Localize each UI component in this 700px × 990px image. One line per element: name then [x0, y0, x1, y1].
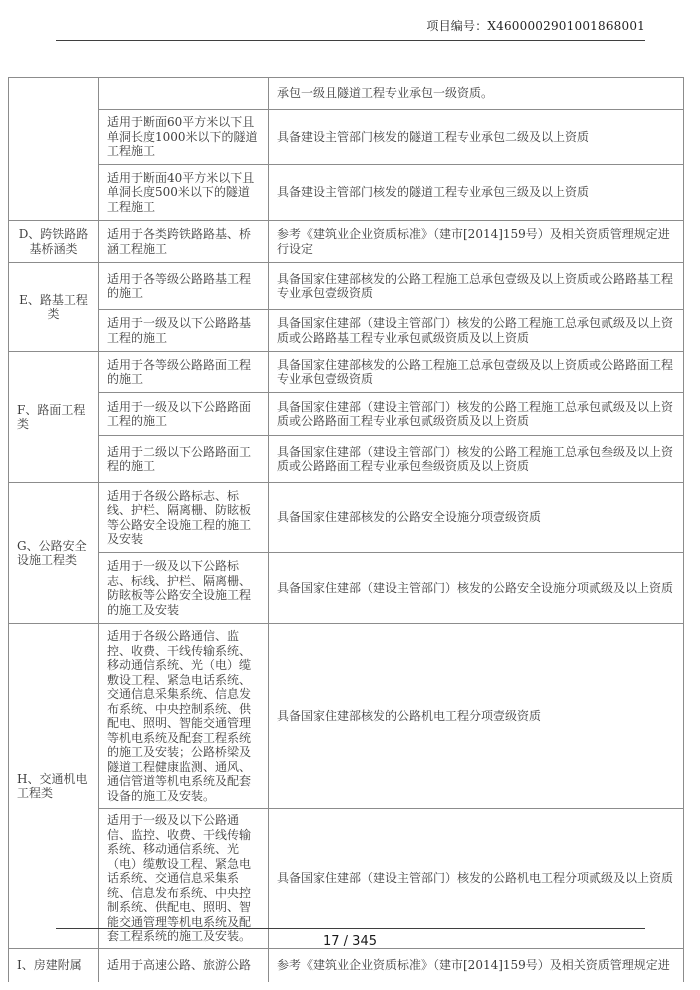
requirement-cell: 具备国家住建部（建设主管部门）核发的公路工程施工总承包贰级及以上资质或公路路面工程专业承包贰级资质及以上资质 — [269, 393, 684, 436]
table-row — [9, 624, 684, 809]
scope-cell: 适用于一级及以下公路标志、标线、护栏、隔离栅、防眩板等公路安全设施工程的施工及安装 — [99, 553, 269, 624]
requirement-cell: 具备国家住建部核发的公路工程施工总承包壹级及以上资质或公路路基工程专业承包壹级资质 — [269, 263, 684, 310]
requirement-cell: 具备国家住建部核发的公路安全设施分项壹级资质 — [269, 483, 684, 553]
table-row — [9, 221, 684, 263]
scope-cell: 适用于断面60平方米以下且单洞长度1000米以下的隧道工程施工 — [99, 110, 269, 165]
requirement-cell: 具备国家住建部（建设主管部门）核发的公路安全设施分项贰级及以上资质 — [269, 553, 684, 624]
table-row — [9, 352, 684, 393]
table-row — [9, 393, 684, 436]
requirement-cell: 具备国家住建部（建设主管部门）核发的公路机电工程分项贰级及以上资质 — [269, 809, 684, 949]
table-row — [9, 553, 684, 624]
table-row — [9, 165, 684, 221]
scope-cell: 适用于各级公路标志、标线、护栏、隔离栅、防眩板等公路安全设施工程的施工及安装 — [99, 483, 269, 553]
footer-rule — [56, 928, 645, 929]
requirement-cell: 具备国家住建部（建设主管部门）核发的公路工程施工总承包叁级及以上资质或公路路面工程专业承包叁级资质及以上资质 — [269, 436, 684, 483]
category-cell-i: I、房建附属 — [9, 949, 99, 983]
requirement-cell: 参考《建筑业企业资质标准》（建市[2014]159号）及相关资质管理规定进行设定 — [269, 221, 684, 263]
scope-cell: 适用于各级公路通信、监控、收费、干线传输系统、移动通信系统、光（电）缆敷设工程、紧急电话系统、交通信息采集系统、信息发布系统、中央控制系统、供配电、照明、智能交通管理等机电系统及配套工程系统的施工及安装；公路桥梁及隧道工程健康监测、通风、通信管道等机电系统及配套设备的施工及安装。 — [99, 624, 269, 809]
category-cell-f: F、路面工程类 — [9, 352, 99, 483]
table-row — [9, 949, 684, 983]
scope-cell: 适用于各等级公路路面工程的施工 — [99, 352, 269, 393]
table-row — [9, 110, 684, 165]
requirement-cell: 具备国家住建部核发的公路机电工程分项壹级资质 — [269, 624, 684, 809]
table-row — [9, 436, 684, 483]
scope-cell: 适用于断面40平方米以下且单洞长度500米以下的隧道工程施工 — [99, 165, 269, 221]
scope-cell — [99, 78, 269, 110]
scope-cell: 适用于一级及以下公路通信、监控、收费、干线传输系统、移动通信系统、光（电）缆敷设工程、紧急电话系统、交通信息采集系统、信息发布系统、中央控制系统、供配电、照明、智能交通管理等机电系统及配套工程系统的施工及安装。 — [99, 809, 269, 949]
requirement-cell: 具备建设主管部门核发的隧道工程专业承包二级及以上资质 — [269, 110, 684, 165]
requirement-cell: 参考《建筑业企业资质标准》（建市[2014]159号）及相关资质管理规定进 — [269, 949, 684, 983]
requirement-cell: 具备国家住建部核发的公路工程施工总承包壹级及以上资质或公路路面工程专业承包壹级资质 — [269, 352, 684, 393]
scope-cell: 适用于各等级公路路基工程的施工 — [99, 263, 269, 310]
scope-cell: 适用于各类跨铁路路基、桥涵工程施工 — [99, 221, 269, 263]
requirement-cell: 具备建设主管部门核发的隧道工程专业承包三级及以上资质 — [269, 165, 684, 221]
qualification-table — [8, 77, 684, 982]
page-number: 17 / 345 — [323, 934, 377, 949]
project-number-header: 项目编号：X4600002901001868001 — [426, 19, 645, 33]
scope-cell: 适用于高速公路、旅游公路 — [99, 949, 269, 983]
category-cell-e: E、路基工程类 — [9, 263, 99, 352]
scope-cell: 适用于一级及以下公路路基工程的施工 — [99, 310, 269, 352]
requirement-cell: 承包一级且隧道工程专业承包一级资质。 — [269, 78, 684, 110]
category-cell-g: G、公路安全设施工程类 — [9, 483, 99, 624]
requirement-cell: 具备国家住建部（建设主管部门）核发的公路工程施工总承包贰级及以上资质或公路路基工程专业承包贰级资质及以上资质 — [269, 310, 684, 352]
category-cell-h: H、交通机电工程类 — [9, 624, 99, 949]
header-rule — [56, 40, 645, 41]
table-row — [9, 78, 684, 110]
category-cell-d: D、跨铁路路基桥涵类 — [9, 221, 99, 263]
scope-cell: 适用于一级及以下公路路面工程的施工 — [99, 393, 269, 436]
scope-cell: 适用于二级以下公路路面工程的施工 — [99, 436, 269, 483]
table-row — [9, 263, 684, 310]
table-row — [9, 483, 684, 553]
table-row — [9, 310, 684, 352]
category-cell-continued — [9, 78, 99, 221]
